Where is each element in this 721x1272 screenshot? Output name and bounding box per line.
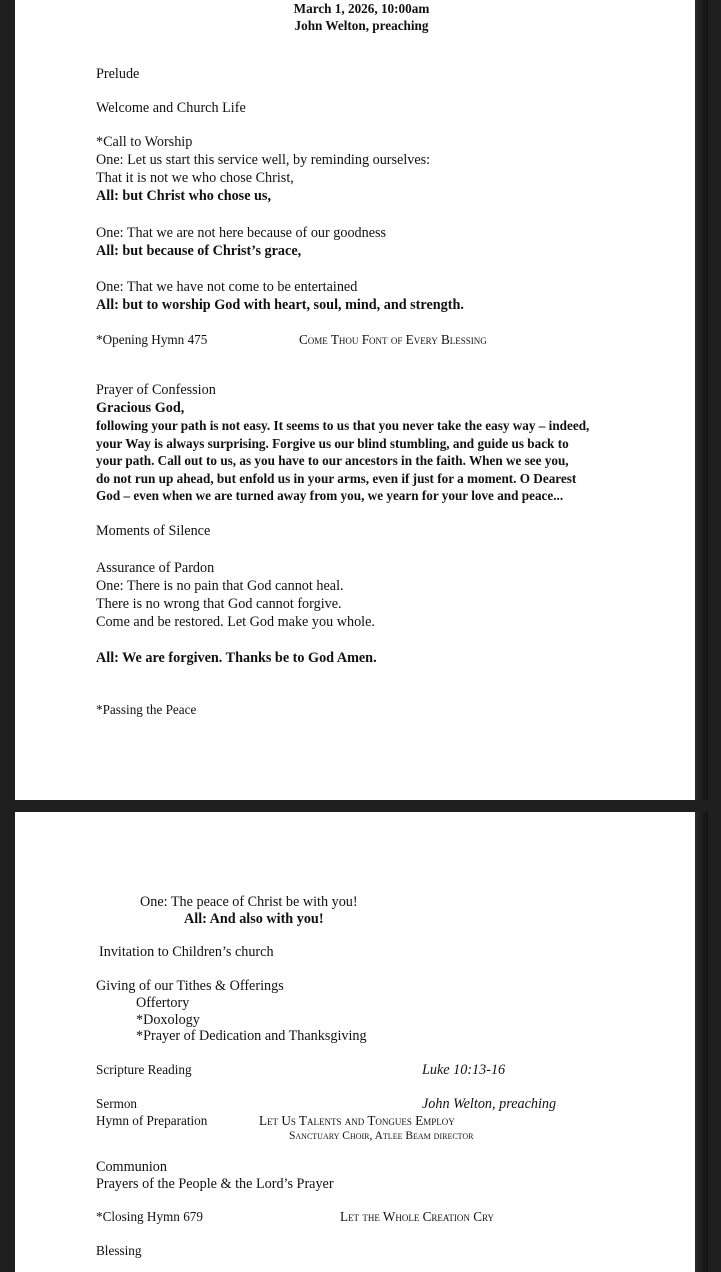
pardon-line-4: All: We are forgiven. Thanks be to God Amen.	[96, 650, 377, 666]
opening-hymn-title: Come Thou Font of Every Blessing	[299, 332, 487, 347]
scripture-reference: Luke 10:13-16	[422, 1062, 506, 1078]
choir-credit: Sanctuary Choir, Atlee Beam director	[289, 1130, 474, 1142]
call-to-worship-heading: *Call to Worship	[96, 134, 193, 150]
sermon-label: Sermon	[96, 1096, 138, 1111]
opening-hymn-label: *Opening Hymn 475	[96, 332, 208, 347]
prelude-heading: Prelude	[96, 66, 140, 82]
confession-line-4: your path. Call out to us, as you have to our ancestors in the faith. When we see you,	[96, 453, 569, 468]
scripture-label: Scripture Reading	[96, 1062, 192, 1077]
call-line-1: One: Let us start this service well, by reminding ourselves:	[96, 152, 431, 168]
page-edge-shadow	[695, 0, 708, 800]
communion-heading: Communion	[96, 1159, 167, 1175]
page-edge-shadow	[695, 812, 708, 1272]
prayers-heading: Prayers of the People & the Lord’s Prayer	[96, 1176, 334, 1192]
call-line-5: All: but because of Christ’s grace,	[96, 243, 302, 259]
peace-one-line: One: The peace of Christ be with you!	[140, 894, 358, 910]
pardon-line-3: Come and be restored. Let God make you whole.	[96, 614, 375, 630]
preparation-hymn-title: Let Us Talents and Tongues Employ	[259, 1113, 455, 1128]
confession-line-6: God – even when we are turned away from you, we yearn for your love and peace...	[96, 488, 564, 503]
call-line-4: One: That we are not here because of our goodness	[96, 225, 387, 241]
bulletin-page-1	[15, 0, 708, 800]
service-preacher: John Welton, preaching	[294, 18, 429, 33]
sermon-preacher: John Welton, preaching	[422, 1096, 557, 1112]
doxology-line: *Doxology	[136, 1012, 200, 1028]
dedication-line: *Prayer of Dedication and Thanksgiving	[136, 1028, 367, 1044]
bulletin-page-2	[15, 812, 708, 1272]
confession-line-2: following your path is not easy. It seems to us that you never take the easy way – indeed,	[96, 418, 590, 433]
welcome-heading: Welcome and Church Life	[96, 100, 246, 116]
call-line-7: All: but to worship God with heart, soul, mind, and strength.	[96, 297, 464, 313]
call-line-2: That it is not we who chose Christ,	[96, 170, 294, 186]
confession-heading: Prayer of Confession	[96, 382, 216, 398]
confession-line-1: Gracious God,	[96, 400, 185, 416]
confession-line-3: your Way is always surprising. Forgive us our blind stumbling, and guide us back to	[96, 436, 569, 451]
peace-all-line: All: And also with you!	[184, 911, 324, 927]
call-line-6: One: That we have not come to be entertained	[96, 279, 358, 295]
pardon-heading: Assurance of Pardon	[96, 560, 215, 576]
closing-hymn-label: *Closing Hymn 679	[96, 1209, 203, 1224]
confession-line-5: do not run up ahead, but enfold us in your arms, even if just for a moment. O Dearest	[96, 471, 577, 486]
childrens-church-heading: Invitation to Children’s church	[99, 944, 274, 960]
closing-hymn-title: Let the Whole Creation Cry	[340, 1209, 495, 1224]
pardon-line-1: One: There is no pain that God cannot heal.	[96, 578, 344, 594]
call-line-3: All: but Christ who chose us,	[96, 188, 272, 204]
silence-heading: Moments of Silence	[96, 523, 211, 539]
passing-peace-heading: *Passing the Peace	[96, 702, 197, 717]
offertory-line: Offertory	[136, 995, 190, 1011]
pardon-line-2: There is no wrong that God cannot forgive.	[96, 596, 342, 612]
giving-heading: Giving of our Tithes & Offerings	[96, 978, 284, 994]
service-date: March 1, 2026, 10:00am	[293, 1, 430, 16]
blessing-heading: Blessing	[96, 1243, 142, 1258]
preparation-hymn-label: Hymn of Preparation	[96, 1113, 208, 1128]
